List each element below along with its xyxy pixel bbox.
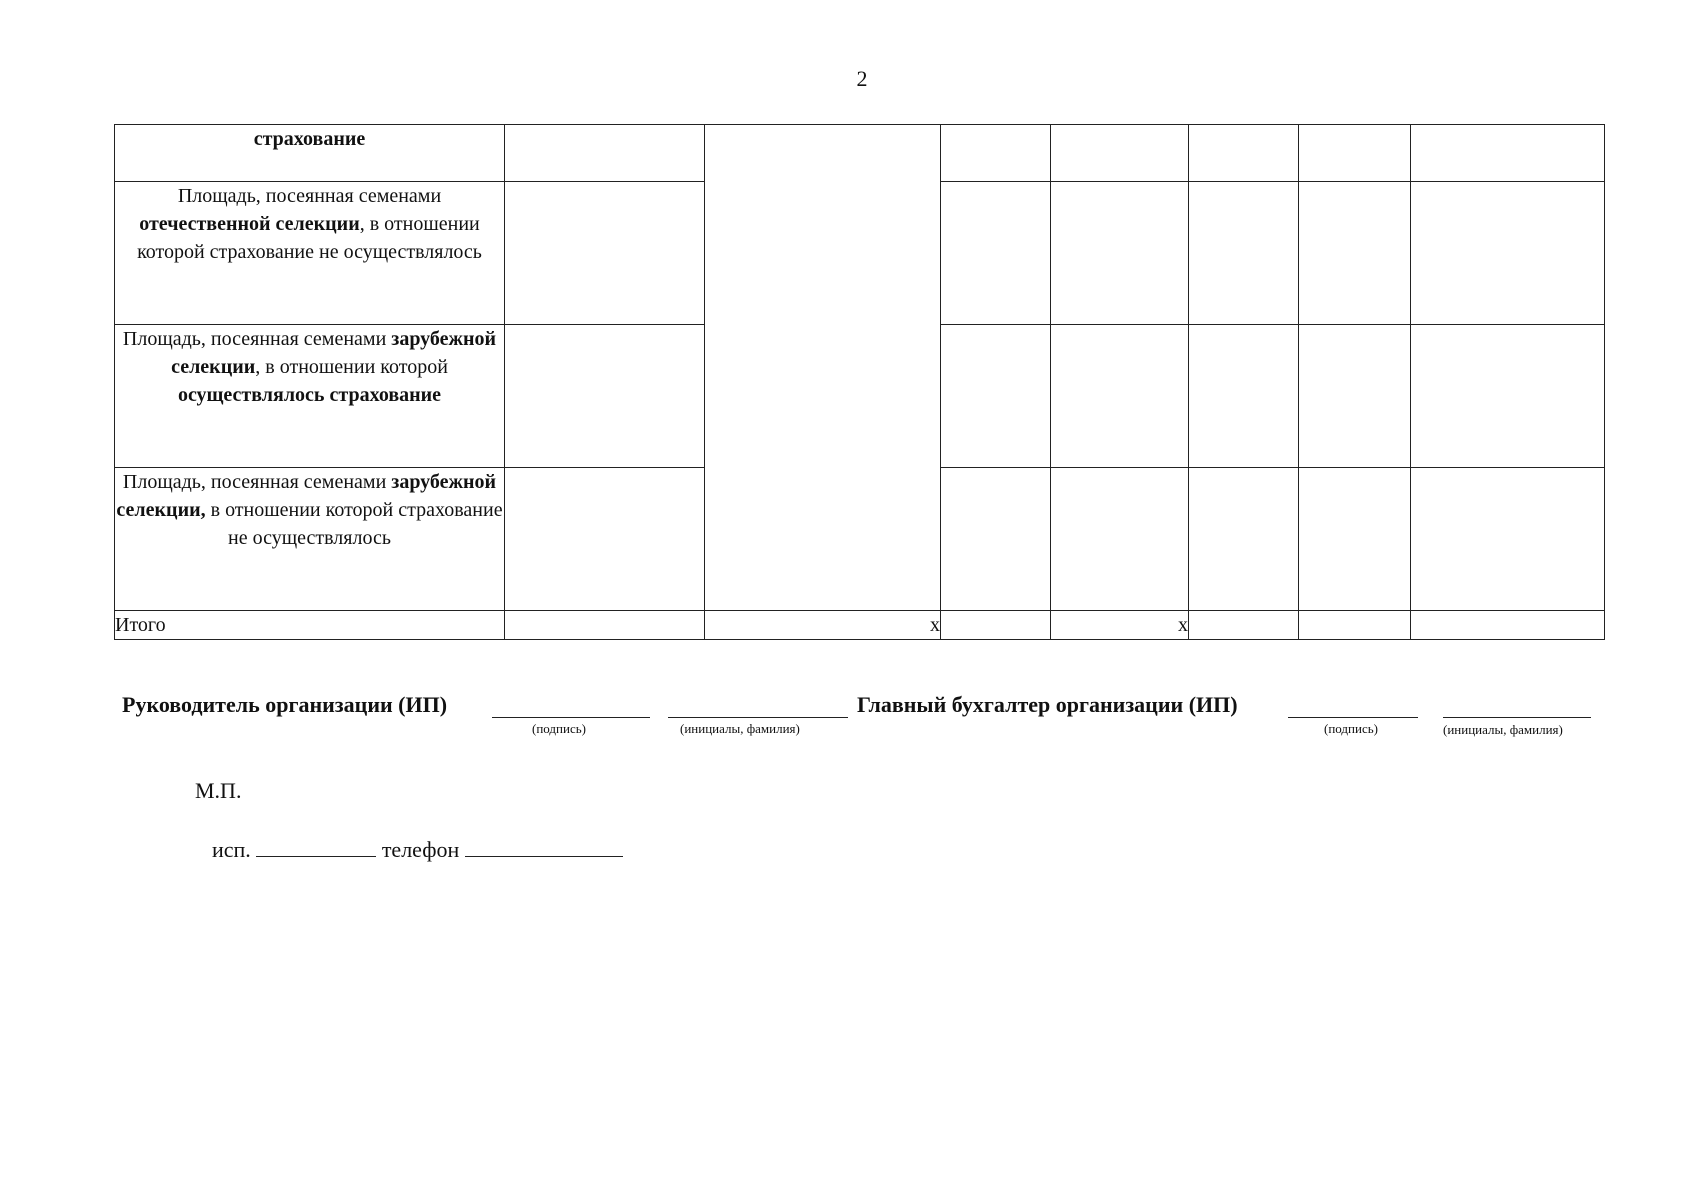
accountant-name-field[interactable] [1443, 717, 1591, 718]
table-cell [505, 182, 705, 325]
table-cell [941, 611, 1051, 640]
table-cell [1299, 325, 1411, 468]
table-cell [1299, 468, 1411, 611]
table-cell-merged [705, 125, 941, 611]
stamp-placeholder-label: М.П. [195, 778, 242, 803]
head-name-field[interactable] [668, 717, 848, 718]
accountant-signature-field[interactable] [1288, 717, 1418, 718]
table-cell [1051, 468, 1189, 611]
head-of-organization-label: Руководитель организации (ИП) [122, 692, 448, 717]
head-name-caption: (инициалы, фамилия) [680, 721, 800, 736]
table-cell [505, 125, 705, 182]
accountant-signature-caption: (подпись) [1324, 721, 1378, 736]
executor-row [212, 836, 623, 863]
table-cell [1411, 182, 1605, 325]
table-cell [1299, 125, 1411, 182]
executor-field[interactable] [256, 836, 376, 857]
table-row-total [115, 611, 1605, 640]
table-cell [1051, 125, 1189, 182]
table-cell [1299, 611, 1411, 640]
seed-area-table [114, 124, 1605, 640]
table-cell [1189, 125, 1299, 182]
table-cell [941, 125, 1051, 182]
table-cell [1051, 325, 1189, 468]
phone-label: телефон [381, 837, 460, 862]
head-signature-field[interactable] [492, 717, 650, 718]
row-label-insurance-continued: страхование [115, 125, 505, 182]
table-cell [941, 325, 1051, 468]
table-cell [505, 611, 705, 640]
row-label-foreign-insured: Площадь, посеянная семенами зарубежной селекции, в отношении которой осуществлялось страхование [115, 325, 505, 468]
chief-accountant-label: Главный бухгалтер организации (ИП) [857, 692, 1238, 717]
table-cell [1411, 468, 1605, 611]
phone-field[interactable] [465, 836, 623, 857]
table-cell [1299, 182, 1411, 325]
head-signature-caption: (подпись) [532, 721, 586, 736]
table-cell [1189, 468, 1299, 611]
table-cell [1189, 325, 1299, 468]
table-cell [1411, 325, 1605, 468]
accountant-name-caption: (инициалы, фамилия) [1443, 722, 1563, 737]
row-label-foreign-uninsured: Площадь, посеянная семенами зарубежной селекции, в отношении которой страхование не осуществлялось [115, 468, 505, 611]
table-cell [1189, 182, 1299, 325]
page-number: 2 [856, 66, 868, 91]
row-label-domestic-uninsured: Площадь, посеянная семенами отечественной селекции, в отношении которой страхование не осуществлялось [115, 182, 505, 325]
table-cell [505, 325, 705, 468]
executor-label: исп. [212, 837, 251, 862]
table-cell [1411, 611, 1605, 640]
table-cell [1051, 182, 1189, 325]
table-cell [1411, 125, 1605, 182]
table-row [115, 125, 1605, 182]
table-cell [941, 182, 1051, 325]
total-label: Итого [115, 611, 505, 640]
total-x-marker: х [705, 611, 941, 640]
table-cell [1189, 611, 1299, 640]
table-cell [505, 468, 705, 611]
total-x-marker: х [1051, 611, 1189, 640]
table-cell [941, 468, 1051, 611]
